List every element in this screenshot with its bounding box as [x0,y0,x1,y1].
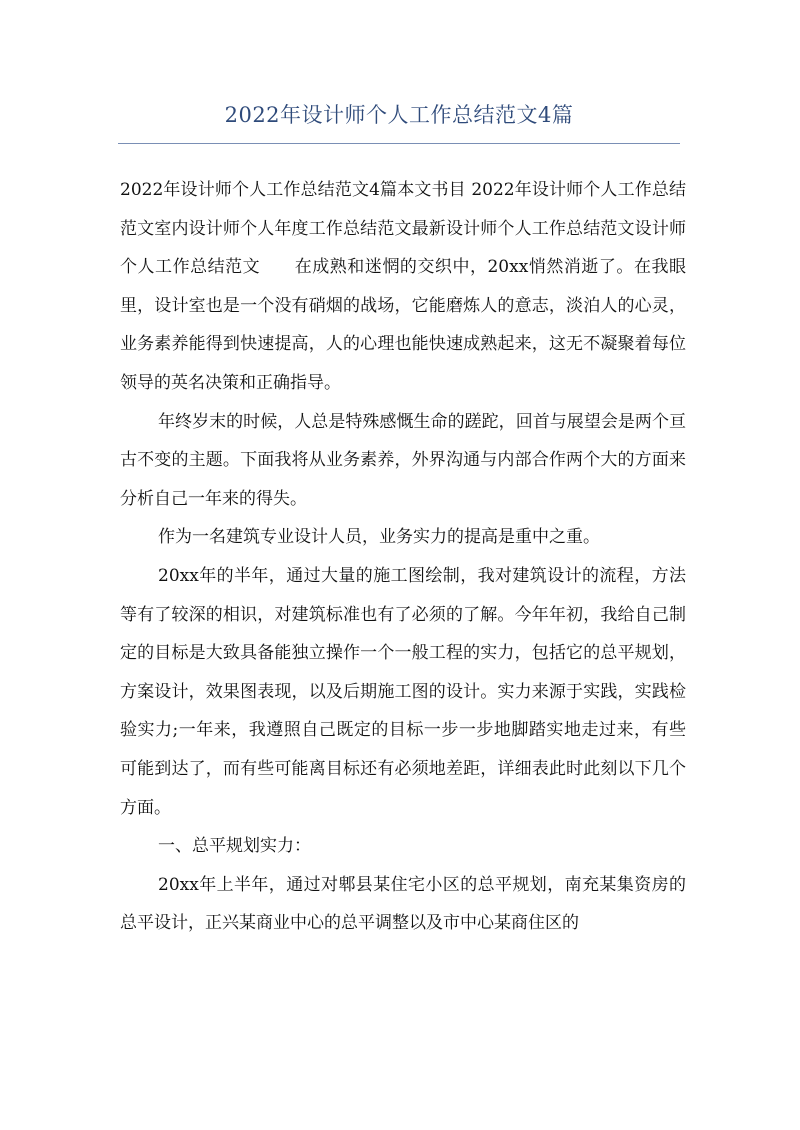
title-divider [118,143,680,144]
paragraph: 作为一名建筑专业设计人员，业务实力的提高是重中之重。 [158,527,600,548]
intro-body-text: 在成熟和迷惘的交织中，20xx悄然消逝了。在我眼里，设计室也是一个没有硝烟的战场，它能磨炼人的意志，淡泊人的心灵，业务素养能得到快速提高，人的心理也能快速成熟起来，这无不凝聚着每位领导的英名决策和正确指导。 [120,257,687,393]
document-title: 2022年设计师个人工作总结范文4篇 [224,103,574,127]
paragraph: 20xx年的半年，通过大量的施工图绘制，我对建筑设计的流程，方法等有了较深的相识，对建筑标准也有了必须的了解。今年年初，我给自己制定的目标是大致具备能独立操作一个一般工程的实力，包括它的总平规划，方案设计，效果图表现，以及后期施工图的设计。实力来源于实践，实践检验实力;一年来，我遵照自己既定的目标一步一步地脚踏实地走过来，有些可能到达了，而有些可能离目标还有必须地差距，详细表此时此刻以下几个方面。 [120,565,686,818]
document-body [120,171,686,943]
intro-toc-text: 2022年设计师个人工作总结范文4篇本文书目 2022年设计师个人工作总结范文室内设计师个人年度工作总结范文最新设计师个人工作总结范文设计师个人工作总结范文 [120,180,686,278]
paragraph: 20xx年上半年，通过对郫县某住宅小区的总平规划，南充某集资房的总平设计，正兴某商业中心的总平调整以及市中心某商住区的 [120,874,686,934]
intro-paragraph [120,171,686,403]
section-heading: 一、总平规划实力： [158,836,311,857]
paragraph: 年终岁末的时候，人总是特殊感慨生命的蹉跎，回首与展望会是两个亘古不变的主题。下面我将从业务素养，外界沟通与内部合作两个大的方面来分析自己一年来的得失。 [120,411,686,509]
